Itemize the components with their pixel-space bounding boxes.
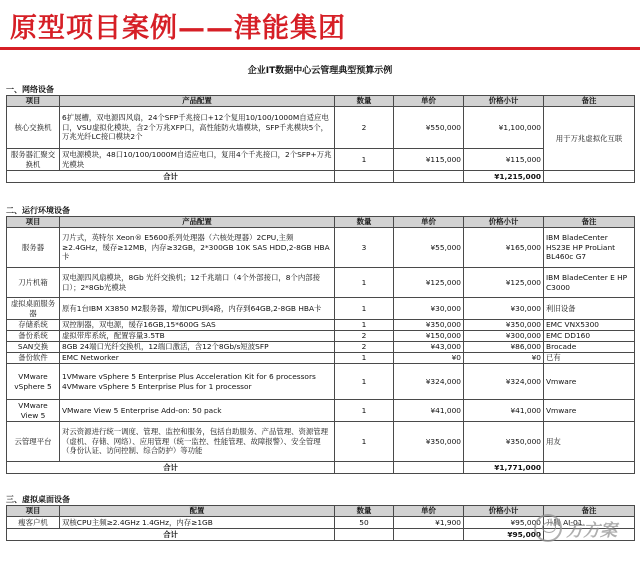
cell-subtotal: ¥30,000 bbox=[464, 298, 544, 320]
total-label: 合计 bbox=[7, 171, 335, 183]
header-qty: 数量 bbox=[335, 217, 394, 228]
cell-price: ¥350,000 bbox=[394, 422, 464, 462]
total-label: 合计 bbox=[7, 529, 335, 541]
cell-subtotal: ¥95,000 bbox=[464, 517, 544, 529]
wechat-logo-icon bbox=[534, 514, 562, 542]
header-config: 产品配置 bbox=[60, 217, 335, 228]
cell-config: 刀片式，英特尔 Xeon® E5600系列处理器（六核处理器）2CPU,主频≥2.4GHz，缓存≥12MB，内存≥32GB，2*300GB 10K SAS HDD,2-8GB HBA卡 bbox=[60, 228, 335, 268]
cell-qty: 1 bbox=[335, 149, 394, 171]
network-equipment-table bbox=[6, 95, 635, 183]
cell-qty: 1 bbox=[335, 298, 394, 320]
cell-note: 用于万兆虚拟化互联 bbox=[544, 107, 635, 171]
cell-item: 备份系统 bbox=[7, 331, 60, 342]
table-header-row bbox=[7, 217, 635, 228]
cell-price: ¥350,000 bbox=[394, 320, 464, 331]
cell-qty: 2 bbox=[335, 342, 394, 353]
watermark-text: 方方案 bbox=[566, 521, 617, 541]
cell-qty: 1 bbox=[335, 422, 394, 462]
table-row bbox=[7, 353, 635, 364]
cell-item: 刀片机箱 bbox=[7, 268, 60, 298]
cell-item: VMware vSphere 5 bbox=[7, 364, 60, 400]
slide-title: 原型项目案例——津能集团 bbox=[10, 13, 346, 44]
cell-price: ¥125,000 bbox=[394, 268, 464, 298]
cell-qty: 1 bbox=[335, 353, 394, 364]
cell-price: ¥0 bbox=[394, 353, 464, 364]
cell-subtotal: ¥350,000 bbox=[464, 320, 544, 331]
cell-config: 对云资源进行统一调度、管理、监控和服务，包括自助服务、产品管理、资源管理（虚机、存储、网络）、应用管理（统一监控、性能管理、故障报警）、安全管理（身份认证、访问控制、综合防护）等功能 bbox=[60, 422, 335, 462]
header-item: 项目 bbox=[7, 96, 60, 107]
total-value: ¥1,771,000 bbox=[464, 462, 544, 474]
total-row bbox=[7, 171, 635, 183]
cell-price: ¥115,000 bbox=[394, 149, 464, 171]
cell-item: 存储系统 bbox=[7, 320, 60, 331]
cell-note: 升腾 AI-01 bbox=[544, 517, 635, 529]
cell-config: 原有1台IBM X3850 M2服务器，增加CPU到4路，内存到64GB,2-8GB HBA卡 bbox=[60, 298, 335, 320]
table-row bbox=[7, 268, 635, 298]
cell-price: ¥43,000 bbox=[394, 342, 464, 353]
cell-item: VMware View 5 bbox=[7, 400, 60, 422]
header-price: 单价 bbox=[394, 217, 464, 228]
cell-subtotal: ¥1,100,000 bbox=[464, 107, 544, 149]
cell-config: VMware View 5 Enterprise Add-on: 50 pack bbox=[60, 400, 335, 422]
cell-item: 核心交换机 bbox=[7, 107, 60, 149]
cell-subtotal: ¥115,000 bbox=[464, 149, 544, 171]
cell-item: 虚拟桌面服务器 bbox=[7, 298, 60, 320]
cell-config: 双核CPU主频≥2.4GHz 1.4GHz，内存≥1GB bbox=[60, 517, 335, 529]
cell-qty: 1 bbox=[335, 400, 394, 422]
cell-price: ¥324,000 bbox=[394, 364, 464, 400]
cell-config: 6扩展槽，双电源四风扇，24个SFP千兆接口+12个复用10/100/1000M自适应电口，VSU虚拟化模块，含2个万兆XFP口，高性能防火墙模块，SFP千兆模块5个，万兆光纤LC接口模块2个 bbox=[60, 107, 335, 149]
cell-item: 云管理平台 bbox=[7, 422, 60, 462]
header-item: 项目 bbox=[7, 506, 60, 517]
cell-subtotal: ¥125,000 bbox=[464, 268, 544, 298]
cell-subtotal: ¥350,000 bbox=[464, 422, 544, 462]
cell-price: ¥550,000 bbox=[394, 107, 464, 149]
title-divider bbox=[0, 47, 640, 50]
cell-subtotal: ¥300,000 bbox=[464, 331, 544, 342]
cell-note: 用友 bbox=[544, 422, 635, 462]
cell-note: Vmware bbox=[544, 364, 635, 400]
cell-price: ¥1,900 bbox=[394, 517, 464, 529]
cell-note: 已有 bbox=[544, 353, 635, 364]
cell-config: 双电源模块，48口10/100/1000M自适应电口，复用4个千兆接口，2个SFP+万兆光模块 bbox=[60, 149, 335, 171]
total-value: ¥95,000 bbox=[464, 529, 544, 541]
table-header-row bbox=[7, 96, 635, 107]
cell-qty: 1 bbox=[335, 320, 394, 331]
runtime-equipment-table bbox=[6, 216, 635, 474]
table-row bbox=[7, 149, 635, 171]
cell-config: EMC Networker bbox=[60, 353, 335, 364]
section-heading-network: 一、网络设备 bbox=[6, 85, 54, 94]
cell-item: 备份软件 bbox=[7, 353, 60, 364]
cell-price: ¥41,000 bbox=[394, 400, 464, 422]
cell-qty: 1 bbox=[335, 268, 394, 298]
cell-price: ¥30,000 bbox=[394, 298, 464, 320]
cell-config: 8GB 24端口光纤交换机，12端口激活，含12个8Gb/s短波SFP bbox=[60, 342, 335, 353]
cell-note: IBM BladeCenter HS23E HP ProLiant BL460c G7 bbox=[544, 228, 635, 268]
cell-note: 利旧设备 bbox=[544, 298, 635, 320]
cell-price: ¥150,000 bbox=[394, 331, 464, 342]
cell-subtotal: ¥0 bbox=[464, 353, 544, 364]
cell-config: 双电源四风扇模块，8Gb 光纤交换机；12千兆端口（4个外部接口，8个内部接口）；2*8Gb光模块 bbox=[60, 268, 335, 298]
cell-qty: 2 bbox=[335, 107, 394, 149]
cell-config: 1VMware vSphere 5 Enterprise Plus Acceleration Kit for 6 processors 4VMware vSphere 5 Enterprise Plus for 1 processor bbox=[60, 364, 335, 400]
cell-item: 服务器 bbox=[7, 228, 60, 268]
total-row bbox=[7, 462, 635, 474]
cell-note: Vmware bbox=[544, 400, 635, 422]
cell-subtotal: ¥165,000 bbox=[464, 228, 544, 268]
table-row bbox=[7, 342, 635, 353]
total-label: 合计 bbox=[7, 462, 335, 474]
header-note: 备注 bbox=[544, 96, 635, 107]
header-note: 备注 bbox=[544, 217, 635, 228]
table-row bbox=[7, 107, 635, 149]
cell-qty: 50 bbox=[335, 517, 394, 529]
cell-note: EMC VNX5300 bbox=[544, 320, 635, 331]
table-row bbox=[7, 320, 635, 331]
table-row bbox=[7, 400, 635, 422]
cell-item: 服务器汇聚交换机 bbox=[7, 149, 60, 171]
table-row bbox=[7, 364, 635, 400]
header-price: 单价 bbox=[394, 96, 464, 107]
header-qty: 数量 bbox=[335, 96, 394, 107]
header-item: 项目 bbox=[7, 217, 60, 228]
header-config: 产品配置 bbox=[60, 96, 335, 107]
total-value: ¥1,215,000 bbox=[464, 171, 544, 183]
cell-item: SAN交换 bbox=[7, 342, 60, 353]
header-note: 备注 bbox=[544, 506, 635, 517]
header-qty: 数量 bbox=[335, 506, 394, 517]
header-subtotal: 价格小计 bbox=[464, 506, 544, 517]
table-row bbox=[7, 298, 635, 320]
document-title: 企业IT数据中心云管理典型预算示例 bbox=[247, 66, 393, 76]
table-row bbox=[7, 228, 635, 268]
cell-config: 虚拟带库系统，配置容量3.5TB bbox=[60, 331, 335, 342]
table-row bbox=[7, 422, 635, 462]
header-subtotal: 价格小计 bbox=[464, 96, 544, 107]
cell-note: Brocade bbox=[544, 342, 635, 353]
cell-item: 瘦客户机 bbox=[7, 517, 60, 529]
cell-note: EMC DD160 bbox=[544, 331, 635, 342]
cell-subtotal: ¥324,000 bbox=[464, 364, 544, 400]
table-row bbox=[7, 331, 635, 342]
section-heading-runtime: 二、运行环境设备 bbox=[6, 206, 70, 215]
cell-note: IBM BladeCenter E HP C3000 bbox=[544, 268, 635, 298]
cell-qty: 1 bbox=[335, 364, 394, 400]
watermark bbox=[534, 512, 634, 546]
cell-config: 双控制器，双电源，缓存16GB,15*600G SAS bbox=[60, 320, 335, 331]
cell-qty: 3 bbox=[335, 228, 394, 268]
cell-subtotal: ¥86,000 bbox=[464, 342, 544, 353]
header-config: 配置 bbox=[60, 506, 335, 517]
section-heading-desktop: 三、虚拟桌面设备 bbox=[6, 495, 70, 504]
header-price: 单价 bbox=[394, 506, 464, 517]
cell-subtotal: ¥41,000 bbox=[464, 400, 544, 422]
cell-price: ¥55,000 bbox=[394, 228, 464, 268]
cell-qty: 2 bbox=[335, 331, 394, 342]
header-subtotal: 价格小计 bbox=[464, 217, 544, 228]
